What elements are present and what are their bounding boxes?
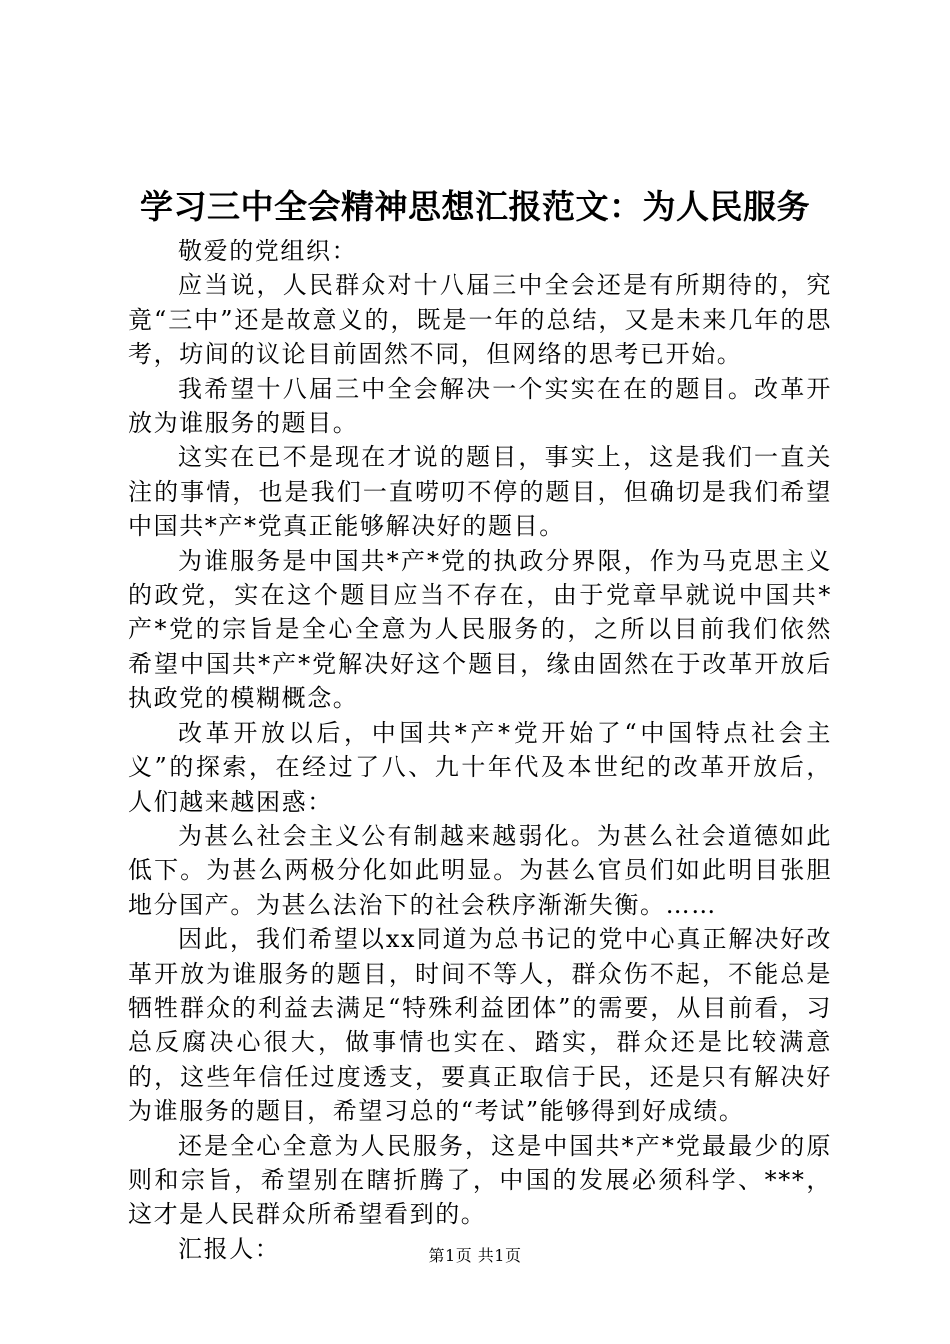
- document-body: [128, 234, 832, 1266]
- paragraph-8: 还是全心全意为人民服务，这是中国共*产*党最最少的原则和宗旨，希望别在瞎折腾了，中国的发展必须科学、***，这才是人民群众所希望看到的。: [128, 1131, 832, 1229]
- salutation: 敬爱的党组织：: [178, 237, 358, 265]
- paragraph-1: 应当说，人民群众对十八届三中全会还是有所期待的，究竟“三中”还是故意义的，既是一年的总结，又是未来几年的思考，坊间的议论目前固然不同，但网络的思考已开始。: [128, 271, 832, 369]
- paragraph-5: 改革开放以后，中国共*产*党开始了“中国特点社会主义”的探索，在经过了八、九十年代及本世纪的改革开放后，人们越来越困惑：: [128, 718, 832, 816]
- paragraph-3: 这实在已不是现在才说的题目，事实上，这是我们一直关注的事情，也是我们一直唠叨不停的题目，但确切是我们希望中国共*产*党真正能够解决好的题目。: [128, 443, 832, 541]
- signature: 汇报人：: [178, 1234, 281, 1263]
- page-number: 第1页 共1页: [428, 1246, 522, 1265]
- document-title: 学习三中全会精神思想汇报范文：为人民服务: [140, 187, 810, 226]
- paragraph-2: 我希望十八届三中全会解决一个实实在在的题目。改革开放为谁服务的题目。: [128, 374, 832, 438]
- paragraph-6: 为甚么社会主义公有制越来越弱化。为甚么社会道德如此低下。为甚么两极分化如此明显。为甚么官员们如此明目张胆地分国产。为甚么法治下的社会秩序渐渐失衡。……: [128, 821, 832, 919]
- paragraph-7: 因此，我们希望以xx同道为总书记的党中心真正解决好改革开放为谁服务的题目，时间不等人，群众伤不起，不能总是牺牲群众的利益去满足“特殊利益团体”的需要，从目前看，习总反腐决心很大，做事情也实在、踏实，群众还是比较满意的，这些年信任过度透支，要真正取信于民，还是只有解决好为谁服务的题目，希望习总的“考试”能够得到好成绩。: [128, 925, 832, 1126]
- paragraph-4: 为谁服务是中国共*产*党的执政分界限，作为马克思主义的政党，实在这个题目应当不存在，由于党章早就说中国共*产*党的宗旨是全心全意为人民服务的，之所以目前我们依然希望中国共*产*党解决好这个题目，缘由固然在于改革开放后执政党的模糊概念。: [128, 546, 832, 713]
